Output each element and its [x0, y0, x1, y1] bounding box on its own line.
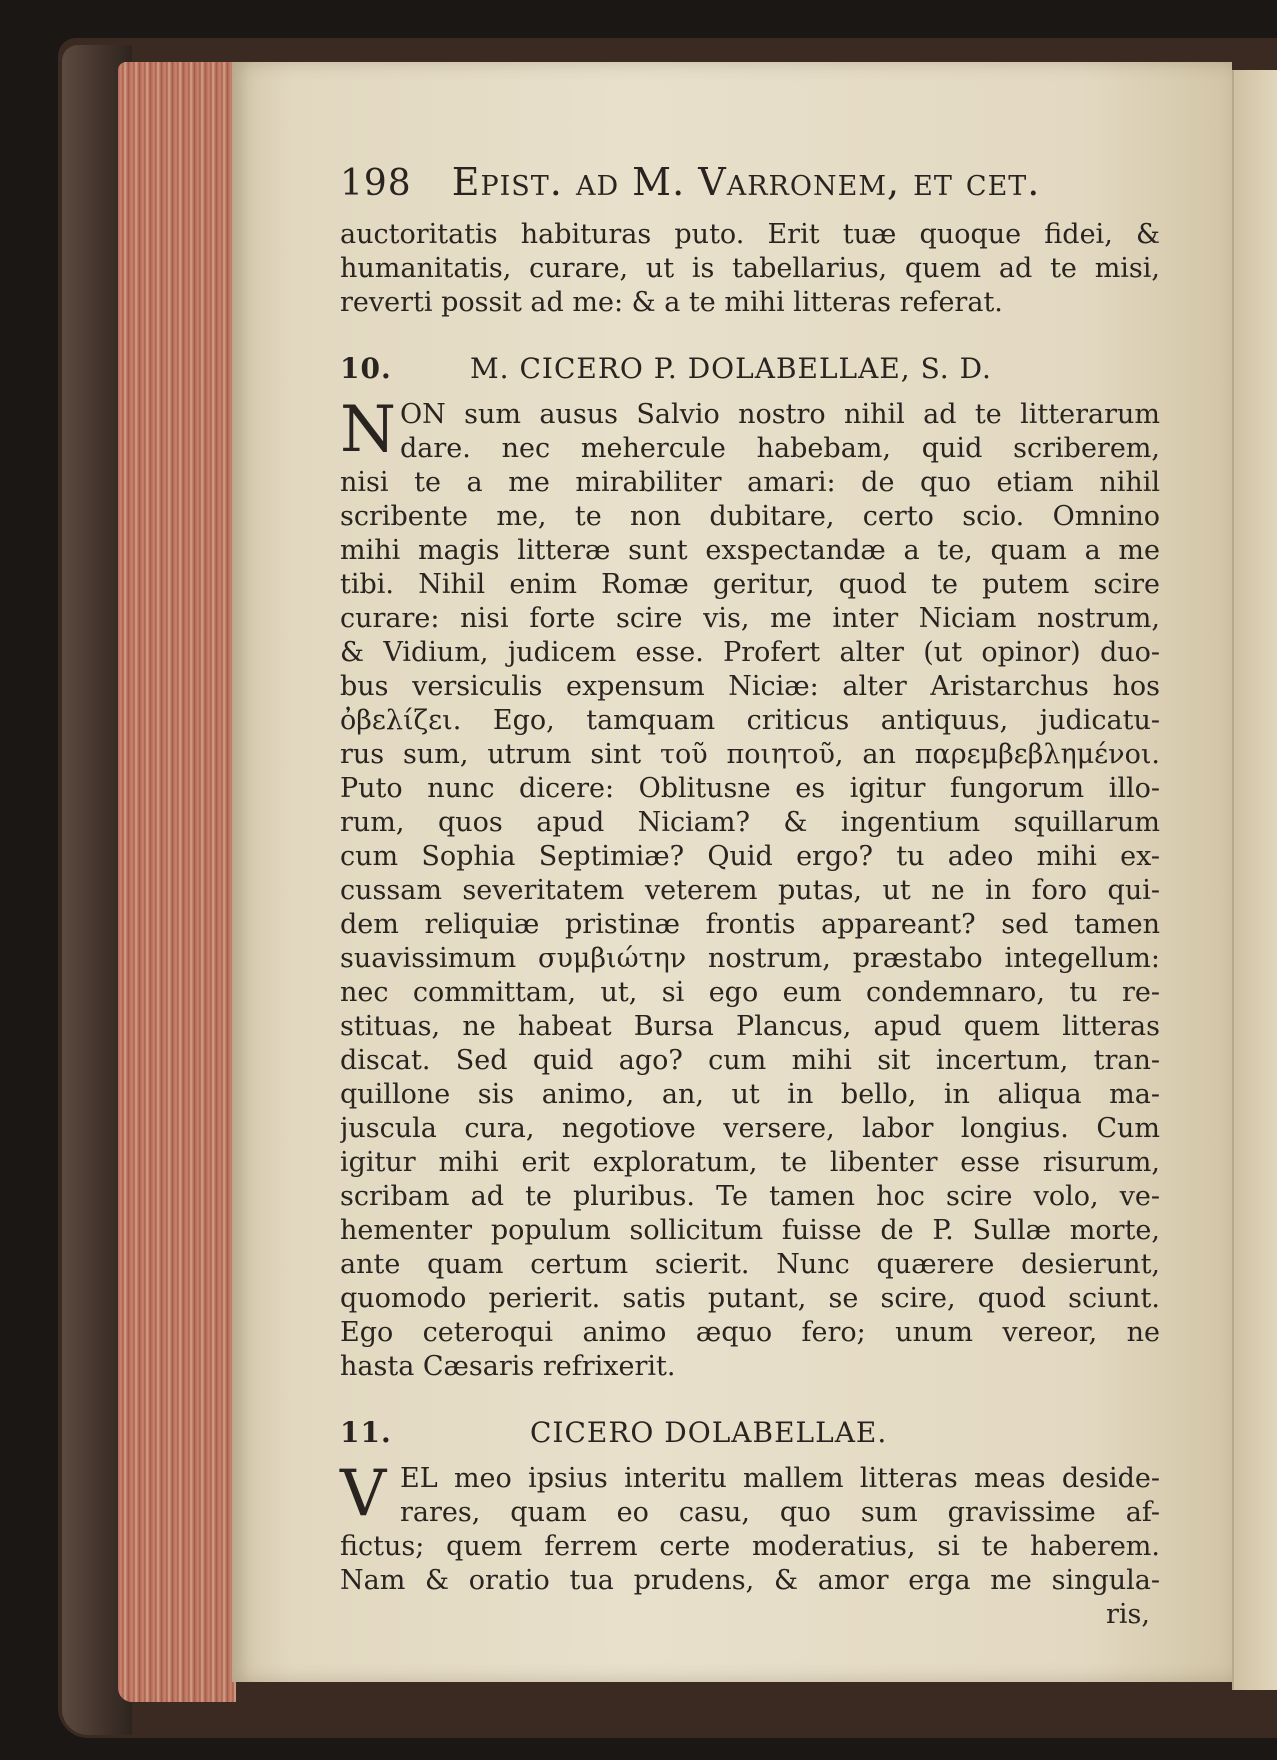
text-line: cussam severitatem veterem putas, ut ne in foro qui- [340, 875, 1160, 906]
text-line: Puto nunc dicere: Oblitusne es igitur fungorum illo- [340, 773, 1160, 804]
facing-page-edge [1232, 70, 1277, 1690]
text-line: nec committam, ut, si ego eum condemnaro, tu re- [340, 977, 1160, 1008]
text-line: discat. Sed quid ago? cum mihi sit incertum, tran- [340, 1045, 1160, 1076]
page-text [340, 160, 1160, 1632]
text-line: tibi. Nihil enim Romæ geritur, quod te putem scire [340, 569, 1160, 600]
text-line: reverti possit ad me: & a te mihi litteras referat. [340, 287, 1003, 318]
drop-cap: V [340, 1457, 387, 1531]
text-line: cum Sophia Septimiæ? Quid ergo? tu adeo mihi ex- [340, 841, 1160, 872]
page-number: 198 [340, 163, 412, 204]
letter-body [340, 393, 1160, 1384]
letter-number: 10. [340, 351, 392, 385]
text-line: quomodo perierit. satis putant, se scire, quod sciunt. [340, 1283, 1160, 1314]
text-line: ante quam certum scierit. Nunc quærere desierunt, [340, 1249, 1160, 1280]
intro-paragraph [340, 218, 1160, 320]
text-line: suavissimum συμβιώτην nostrum, præstabo integellum: [340, 943, 1160, 974]
text-line: scribam ad te pluribus. Te tamen hoc scire volo, ve- [340, 1181, 1160, 1212]
text-line: auctoritatis habituras puto. Erit tuæ quoque fidei, & [340, 219, 1160, 250]
text-line: stituas, ne habeat Bursa Plancus, apud quem litteras [340, 1011, 1160, 1042]
text-line: EL meo ipsius interitu mallem litteras meas deside- [400, 1463, 1160, 1494]
text-line: juscula cura, negotiove versere, labor longius. Cum [340, 1113, 1160, 1144]
letter-number: 11. [340, 1415, 392, 1449]
text-line: nisi te a me mirabiliter amari: de quo etiam nihil [340, 467, 1160, 498]
page-header [340, 160, 1160, 218]
letter-title: M. CICERO P. DOLABELLAE, S. D. [470, 351, 992, 385]
text-line: bus versiculis expensum Niciæ: alter Aristarchus hos [340, 671, 1160, 702]
page-edges [118, 62, 236, 1702]
text-line: rum, quos apud Niciam? & ingentium squillarum [340, 807, 1160, 838]
text-line: scribente me, te non dubitare, certo scio. Omnino [340, 501, 1160, 532]
letter-title: CICERO DOLABELLAE. [530, 1415, 888, 1449]
text-line: curare: nisi forte scire vis, me inter Niciam nostrum, [340, 603, 1160, 634]
text-line: ON sum ausus Salvio nostro nihil ad te litterarum [400, 399, 1160, 430]
letter-heading [340, 346, 1160, 390]
text-line: Nam & oratio tua prudens, & amor erga me singula- [340, 1565, 1160, 1596]
text-line: dare. nec mehercule habebam, quid scriberem, [400, 433, 1160, 464]
catchword: ris, [1106, 1599, 1150, 1630]
text-line: hementer populum sollicitum fuisse de P. Sullæ morte, [340, 1215, 1160, 1246]
text-line: rus sum, utrum sint τοῦ ποιητοῦ, an παρεμβεβλημένοι. [340, 739, 1160, 770]
text-line: fictus; quem ferrem certe moderatius, si te haberem. [340, 1531, 1160, 1562]
text-line: humanitatis, curare, ut is tabellarius, quem ad te misi, [340, 253, 1160, 284]
text-line: mihi magis litteræ sunt exspectandæ a te, quam a me [340, 535, 1160, 566]
text-line: Ego ceteroqui animo æquo fero; unum vereor, ne [340, 1317, 1160, 1348]
text-line: dem reliquiæ pristinæ frontis appareant? sed tamen [340, 909, 1160, 940]
running-head: Epist. ad M. Varronem, et cet. [451, 160, 1041, 204]
letter-heading [340, 1410, 1160, 1454]
text-line: ὀβελίζει. Ego, tamquam criticus antiquus, judicatu- [340, 705, 1160, 736]
text-line: quillone sis animo, an, ut in bello, in aliqua ma- [340, 1079, 1160, 1110]
text-line: hasta Cæsaris refrixerit. [340, 1351, 676, 1382]
text-line: igitur mihi erit exploratum, te libenter esse risurum, [340, 1147, 1160, 1178]
drop-cap: N [340, 393, 396, 467]
text-line: rares, quam eo casu, quo sum gravissime af- [400, 1497, 1160, 1528]
text-line: & Vidium, judicem esse. Profert alter (ut opinor) duo- [340, 637, 1160, 668]
letter-body [340, 1457, 1160, 1632]
